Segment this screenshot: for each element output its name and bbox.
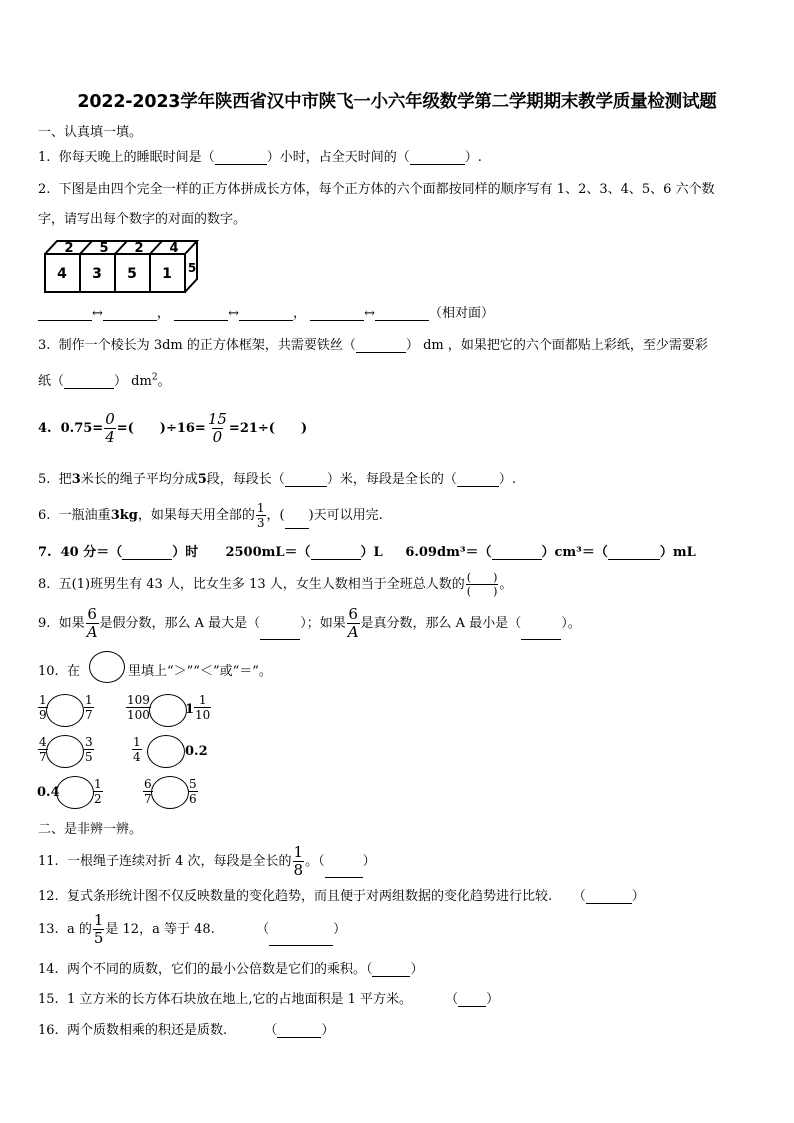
question-4: 4. 0.75= $\frac{0}{4}$ =( )÷16= $\frac{15}{0}$ =21÷( ) [38, 410, 308, 446]
answer-blank[interactable] [372, 964, 410, 977]
answer-blank[interactable] [174, 308, 228, 321]
compare-circle[interactable] [149, 694, 187, 727]
question-11: 11. 一根绳子连续对折 4 次，每段是全长的 $\frac{1}{8}$ 。（ ） [38, 843, 376, 879]
answer-blank[interactable] [215, 152, 267, 165]
question-16: 16. 两个质数相乘的积还是质数. （ ） [38, 1023, 335, 1038]
compare-circle[interactable] [151, 776, 189, 809]
cuboid-figure [40, 236, 200, 294]
answer-blank[interactable] [285, 474, 327, 487]
answer-blank[interactable] [375, 308, 429, 321]
question-1: 1. 你每天晚上的睡眠时间是（ ）小时，占全天时间的（ ）. [38, 150, 482, 165]
question-2-line2: 字，请写出每个数字的对面的数字。 [38, 212, 247, 227]
question-2-answers: ↔ ， ↔ ， ↔ （相对面） [38, 302, 494, 321]
answer-blank[interactable] [521, 627, 561, 640]
section-2-heading: 二、是非辨一辨。 [38, 822, 143, 837]
question-3-line1: 3. 制作一个棱长为 3dm 的正方体框架，共需要铁丝（ ） dm ，如果把它的六个面都贴上彩纸，至少需要彩 [38, 338, 708, 353]
answer-blank[interactable] [38, 308, 92, 321]
compare-circle[interactable] [147, 735, 185, 768]
answer-blank[interactable] [285, 516, 309, 529]
top-face-3: 2 [134, 241, 144, 256]
answer-blank[interactable] [410, 152, 465, 165]
top-face-2: 5 [99, 241, 109, 256]
answer-blank[interactable] [457, 474, 499, 487]
section-1-heading: 一、认真填一填。 [38, 125, 143, 140]
answer-blank[interactable] [458, 994, 486, 1007]
question-9: 9. 如果 $\frac{6}{A}$ 是假分数，那么 A 最大是（ ）；如果 $\frac{6}{A}$ 是真分数，那么 A 最小是（ ）。 [38, 605, 581, 641]
question-15: 15. 1 立方米的长方体石块放在地上,它的占地面积是 1 平方米。 （ ） [38, 992, 500, 1007]
question-12: 12. 复式条形统计图不仅反映数量的变化趋势，而且便于对两组数据的变化趋势进行比较. （ ） [38, 889, 645, 904]
answer-blank[interactable] [277, 1025, 321, 1038]
side-face: 5 [187, 261, 197, 275]
answer-blank[interactable] [269, 933, 333, 946]
answer-blank[interactable] [122, 547, 172, 560]
front-face-1: 4 [57, 266, 67, 282]
answer-blank[interactable] [586, 891, 632, 904]
top-face-1: 2 [64, 241, 74, 256]
answer-blank[interactable] [311, 547, 361, 560]
answer-blank[interactable] [356, 340, 406, 353]
answer-blank[interactable] [325, 865, 363, 878]
question-2-line1: 2. 下图是由四个完全一样的正方体拼成长方体，每个正方体的六个面都按同样的顺序写有 1、2、3、4、5、6 六个数 [38, 182, 715, 197]
question-10-instruction: 里填上“＞”“＜”或“＝”。 [128, 664, 272, 679]
answer-blank[interactable] [310, 308, 364, 321]
answer-blank[interactable] [64, 376, 114, 389]
question-5: 5. 把3米长的绳子平均分成5段，每段长（ ）米，每段是全长的（ ）. [38, 472, 516, 487]
front-face-2: 3 [92, 266, 102, 282]
question-3-line2: 纸（ ） $dm^2$。 [38, 372, 171, 389]
answer-blank[interactable] [492, 547, 542, 560]
page-title: 2022-2023学年陕西省汉中市陕飞一小六年级数学第二学期期末教学质量检测试题 [77, 92, 717, 112]
question-8: 8. 五(1)班男生有 43 人，比女生多 13 人，女生人数相当于全班总人数的 $\frac{( )}{( )}$ 。 [38, 571, 513, 598]
front-face-4: 1 [162, 266, 172, 282]
compare-circle[interactable] [46, 694, 84, 727]
compare-circle-example [89, 651, 125, 683]
question-14: 14. 两个不同的质数，它们的最小公倍数是它们的乘积。（ ） [38, 962, 424, 977]
question-10: 10. 在 [38, 664, 80, 679]
front-face-3: 5 [127, 266, 137, 282]
question-13: 13. a 的 $\frac{1}{5}$ 是 12，a 等于 48. （ ） [38, 911, 347, 947]
question-7: 7. 40 分＝（ ）时 2500mL＝（ ）L 6.09dm³＝（ ）cm³＝（ ）mL [38, 545, 696, 560]
answer-blank[interactable] [608, 547, 660, 560]
question-6: 6. 一瓶油重3kg，如果每天用全部的 $\frac{1}{3}$ ，( )天可以用完. [38, 501, 383, 530]
compare-circle[interactable] [46, 735, 84, 768]
top-face-4: 4 [169, 241, 179, 256]
answer-blank[interactable] [103, 308, 157, 321]
answer-blank[interactable] [260, 627, 300, 640]
compare-circle[interactable] [56, 776, 94, 809]
answer-blank[interactable] [239, 308, 293, 321]
